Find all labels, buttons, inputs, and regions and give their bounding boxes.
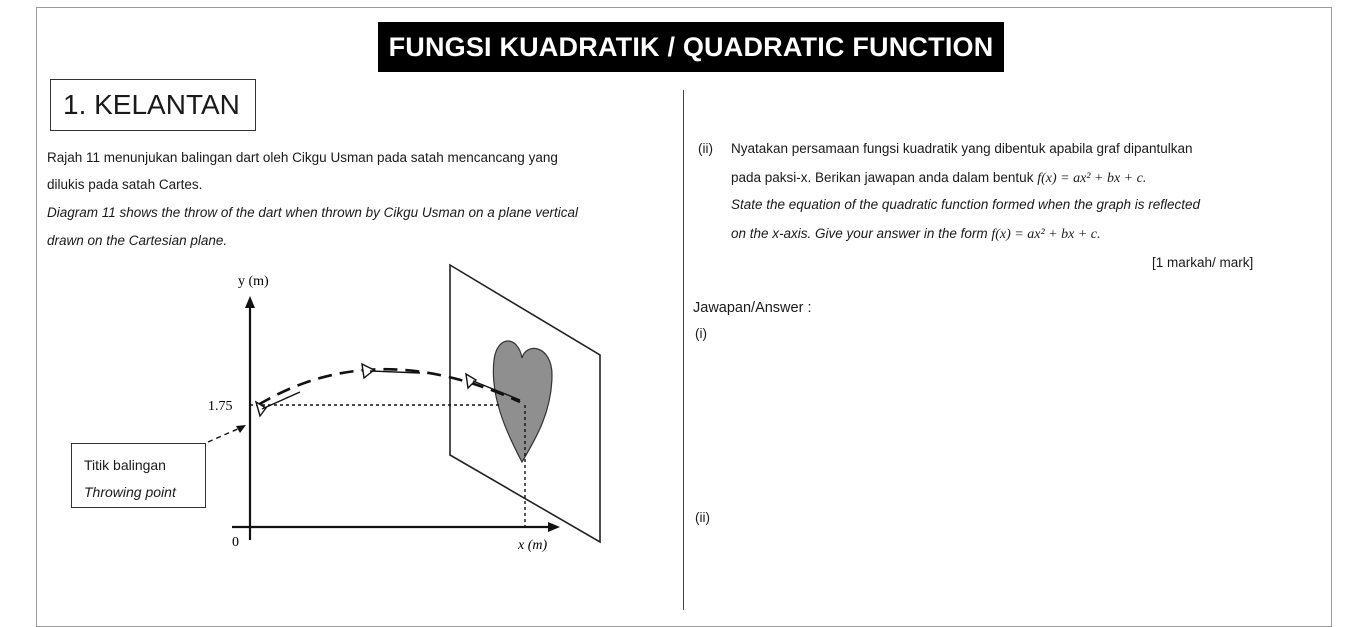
part-ii-malay-prefix: pada paksi-x. Berikan jawapan anda dalam bentuk xyxy=(731,170,1034,185)
question-malay-line1: Rajah 11 menunjukan balingan dart oleh Cikgu Usman pada satah mencancang yang xyxy=(47,150,558,165)
question-english-line1: Diagram 11 shows the throw of the dart when thrown by Cikgu Usman on a plane vertical xyxy=(47,205,579,220)
question-english-line2: drawn on the Cartesian plane. xyxy=(47,233,228,248)
part-ii-english-prefix: on the x-axis. Give your answer in the form xyxy=(731,226,988,241)
answer-part-ii: (ii) xyxy=(695,510,710,525)
x-axis-label: x (m) xyxy=(518,538,548,553)
answer-heading: Jawapan/Answer : xyxy=(693,300,812,316)
part-ii-english-line2 xyxy=(731,226,1100,243)
question-malay-line2: dilukis pada satah Cartes. xyxy=(47,177,203,192)
part-ii-malay-line1: Nyatakan persamaan fungsi kuadratik yang dibentuk apabila graf dipantulkan xyxy=(731,141,1193,156)
formula-malay: f(x) = ax² + bx + c. xyxy=(1037,171,1147,186)
height-value-label: 1.75 xyxy=(208,399,233,414)
part-ii-malay-line2 xyxy=(731,170,1146,187)
pointer-arrowhead xyxy=(236,425,246,433)
part-ii-english-line1: State the equation of the quadratic function formed when the graph is reflected xyxy=(731,197,1201,212)
part-ii-number: (ii) xyxy=(698,141,713,156)
page-title: FUNGSI KUADRATIK / QUADRATIC FUNCTION xyxy=(378,22,1004,72)
section-label: 1. KELANTAN xyxy=(63,89,240,120)
answer-part-i: (i) xyxy=(695,326,707,341)
throwing-point-english: Throwing point xyxy=(84,484,176,500)
origin-label: 0 xyxy=(232,535,239,550)
y-axis-label: y (m) xyxy=(238,274,269,289)
y-axis-arrow xyxy=(245,296,255,308)
throwing-point-malay: Titik balingan xyxy=(84,457,166,473)
formula-english: f(x) = ax² + bx + c. xyxy=(991,227,1101,242)
marks-label: [1 markah/ mark] xyxy=(1152,255,1254,270)
x-axis-arrow xyxy=(548,522,560,532)
dart-icon xyxy=(256,392,300,416)
throwing-point-label xyxy=(71,443,206,508)
throwing-point-pointer xyxy=(208,428,240,442)
